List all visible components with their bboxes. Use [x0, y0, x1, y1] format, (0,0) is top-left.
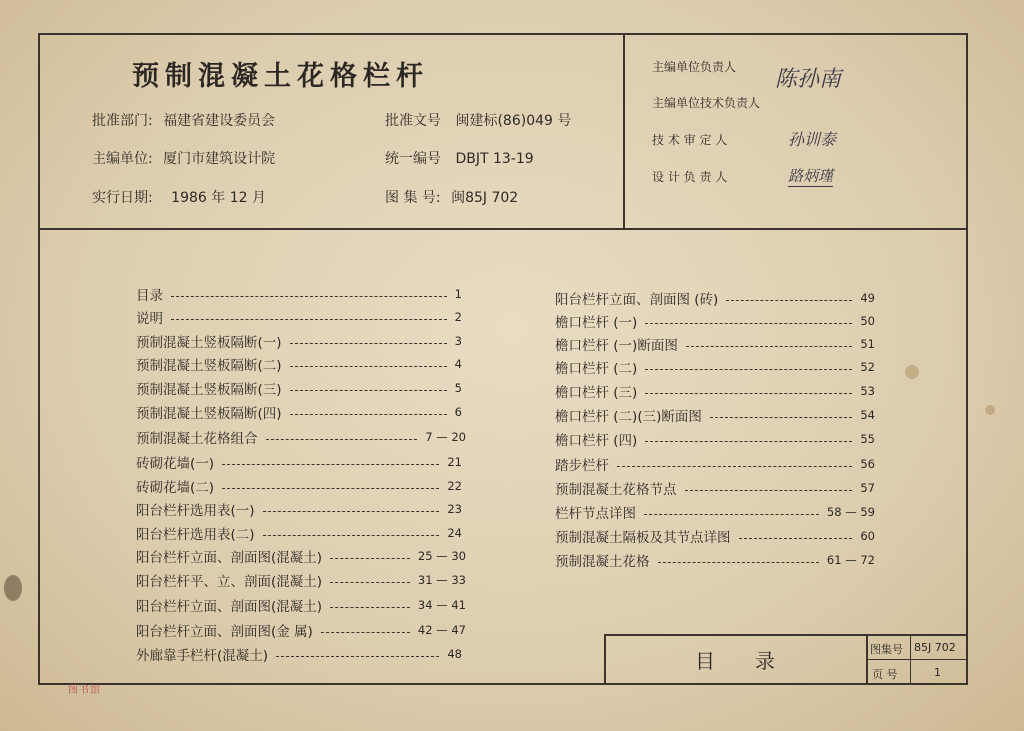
toc-entry-label: 预制混凝土隔板及其节点详图	[555, 530, 731, 546]
toc-entry-label: 檐口栏杆 (二)(三)断面图	[555, 409, 702, 425]
toc-entry-page: 25 — 30	[417, 549, 466, 563]
toc-entry-page: 1	[454, 287, 462, 301]
toc-entry-page: 42 — 47	[417, 623, 466, 637]
leader-line	[276, 656, 439, 657]
toc-entry	[136, 307, 462, 327]
leader-line	[266, 439, 418, 440]
title-block-atlas-value: 85J 702	[914, 641, 956, 654]
leader-line	[290, 390, 447, 391]
atlas-no-value: 闽85J 702	[451, 190, 519, 206]
leader-line	[222, 488, 439, 489]
toc-entry-label: 预制混凝土竖板隔断(一)	[136, 335, 282, 351]
leader-line	[645, 369, 852, 370]
toc-entry-page: 7 — 20	[425, 430, 466, 444]
leader-line	[290, 414, 447, 415]
toc-entry-page: 49	[860, 291, 875, 305]
toc-entry-label: 砖砌花墙(二)	[136, 480, 215, 496]
toc-entry	[555, 550, 875, 570]
title-block-name: 目录	[695, 649, 815, 673]
toc-entry	[136, 546, 466, 566]
toc-entry	[136, 570, 466, 590]
signature: 孙训泰	[788, 130, 837, 149]
title-block-divider	[866, 659, 968, 660]
leader-line	[710, 417, 853, 418]
responsible-label: 设 计 负 责 人	[652, 170, 728, 184]
unified-no-label: 统一编号	[385, 151, 441, 167]
toc-entry	[555, 429, 875, 449]
leader-line	[330, 607, 410, 608]
toc-entry-label: 外廊靠手栏杆(混凝土)	[136, 648, 269, 664]
toc-entry-page: 55	[860, 432, 875, 446]
approve-doc	[385, 110, 571, 130]
atlas-no	[385, 187, 518, 207]
editor-unit	[92, 148, 275, 168]
leader-line	[330, 558, 410, 559]
toc-entry-page: 3	[454, 334, 462, 348]
leader-line	[171, 296, 447, 297]
responsible-label: 主编单位负责人	[652, 60, 737, 74]
toc-entry	[555, 381, 875, 401]
toc-entry	[136, 644, 462, 664]
toc-entry-label: 檐口栏杆 (二)	[555, 361, 638, 377]
leader-line	[222, 464, 439, 465]
toc-entry	[555, 288, 875, 308]
leader-line	[171, 319, 447, 320]
toc-entry	[555, 334, 875, 354]
toc-entry-page: 56	[860, 457, 875, 471]
toc-entry-label: 踏步栏杆	[555, 458, 609, 474]
toc-entry	[136, 499, 462, 519]
toc-entry-page: 22	[447, 479, 462, 493]
toc-entry-page: 31 — 33	[417, 573, 466, 587]
toc-entry-label: 预制混凝土竖板隔断(四)	[136, 406, 282, 422]
toc-entry-label: 阳台栏杆平、立、剖面(混凝土)	[136, 574, 323, 590]
toc-entry-label: 预制混凝土花格组合	[136, 431, 258, 447]
unified-no-value: DBJT 13-19	[455, 151, 534, 167]
approve-dept-value: 福建省建设委员会	[163, 113, 276, 129]
leader-line	[290, 366, 447, 367]
toc-entry-page: 50	[860, 314, 875, 328]
stain	[4, 575, 22, 601]
toc-entry-label: 预制混凝土竖板隔断(二)	[136, 358, 282, 374]
leader-line	[263, 535, 440, 536]
toc-entry-label: 阳台栏杆选用表(一)	[136, 503, 255, 519]
toc-entry-label: 预制混凝土花格节点	[555, 482, 677, 498]
leader-line	[739, 538, 853, 539]
leader-line	[617, 466, 852, 467]
toc-entry	[555, 526, 875, 546]
toc-entry	[555, 311, 875, 331]
leader-line	[658, 562, 819, 563]
toc-entry-page: 2	[454, 310, 462, 324]
approve-dept-label: 批准部门:	[92, 113, 153, 129]
toc-entry-label: 阳台栏杆选用表(二)	[136, 527, 255, 543]
toc-entry-page: 58 — 59	[826, 505, 875, 519]
toc-entry	[136, 476, 462, 496]
responsible-label: 技 术 审 定 人	[652, 133, 728, 147]
leader-line	[644, 514, 819, 515]
toc-entry	[555, 357, 875, 377]
leader-line	[321, 632, 410, 633]
stain	[985, 405, 995, 415]
toc-entry-label: 檐口栏杆 (四)	[555, 433, 638, 449]
toc-entry-page: 54	[860, 408, 875, 422]
toc-entry	[136, 378, 462, 398]
leader-line	[686, 346, 853, 347]
toc-entry	[555, 454, 875, 474]
toc-entry-page: 24	[447, 526, 462, 540]
header-vertical-divider	[623, 33, 625, 229]
title-block-page-label: 页 号	[872, 668, 898, 681]
toc-entry-label: 阳台栏杆立面、剖面图 (砖)	[555, 292, 719, 308]
toc-entry	[136, 402, 462, 422]
toc-entry-label: 砖砌花墙(一)	[136, 456, 215, 472]
responsible-label: 主编单位技术负责人	[652, 96, 761, 110]
leader-line	[263, 511, 440, 512]
toc-entry-label: 阳台栏杆立面、剖面图(混凝土)	[136, 599, 323, 615]
leader-line	[645, 393, 852, 394]
toc-entry-label: 目录	[136, 288, 163, 304]
toc-entry-page: 57	[860, 481, 875, 495]
toc-entry-label: 檐口栏杆 (一)断面图	[555, 338, 678, 354]
toc-entry-page: 4	[454, 357, 462, 371]
toc-entry-page: 23	[447, 502, 462, 516]
toc-entry-page: 52	[860, 360, 875, 374]
toc-entry-page: 60	[860, 529, 875, 543]
toc-entry-label: 阳台栏杆立面、剖面图(混凝土)	[136, 550, 323, 566]
toc-entry-page: 5	[454, 381, 462, 395]
toc-entry	[136, 354, 462, 374]
toc-entry	[555, 405, 875, 425]
header-divider	[38, 228, 968, 230]
effective-date-label: 实行日期:	[92, 190, 153, 206]
document-title: 预制混凝土花格栏杆	[132, 61, 429, 92]
atlas-no-label: 图 集 号:	[385, 190, 441, 206]
toc-entry-label: 预制混凝土花格	[555, 554, 650, 570]
toc-entry-page: 53	[860, 384, 875, 398]
toc-entry-label: 栏杆节点详图	[555, 506, 636, 522]
toc-entry	[555, 478, 875, 498]
toc-entry	[136, 523, 462, 543]
signature: 陈孙南	[775, 67, 842, 92]
toc-entry	[136, 331, 462, 351]
toc-entry-page: 48	[447, 647, 462, 661]
toc-entry	[136, 595, 466, 615]
toc-entry	[136, 284, 462, 304]
effective-date-value: 1986 年 12 月	[171, 190, 266, 206]
library-stamp: 图书馆	[68, 685, 101, 696]
toc-entry	[136, 620, 466, 640]
toc-entry-label: 阳台栏杆立面、剖面图(金 属)	[136, 624, 313, 640]
toc-entry-page: 51	[860, 337, 875, 351]
toc-entry-page: 6	[454, 405, 462, 419]
signature: 路炳瑾	[788, 167, 834, 185]
approve-doc-label: 批准文号	[385, 113, 441, 129]
editor-unit-label: 主编单位:	[92, 151, 153, 167]
leader-line	[726, 300, 852, 301]
toc-entry-label: 预制混凝土竖板隔断(三)	[136, 382, 282, 398]
title-block-atlas-label: 图集号	[870, 643, 903, 656]
toc-entry	[136, 452, 462, 472]
leader-line	[330, 582, 410, 583]
leader-line	[645, 441, 852, 442]
toc-entry-label: 檐口栏杆 (三)	[555, 385, 638, 401]
toc-entry-label: 说明	[136, 311, 163, 327]
effective-date	[92, 187, 266, 207]
unified-no	[385, 148, 534, 168]
approve-dept	[92, 110, 275, 130]
toc-entry	[555, 502, 875, 522]
toc-entry-page: 61 — 72	[826, 553, 875, 567]
leader-line	[645, 323, 852, 324]
editor-unit-value: 厦门市建筑设计院	[163, 151, 276, 167]
toc-entry	[136, 427, 466, 447]
leader-line	[685, 490, 853, 491]
approve-doc-value: 闽建标(86)049 号	[455, 113, 572, 129]
leader-line	[290, 343, 447, 344]
toc-entry-page: 34 — 41	[417, 598, 466, 612]
toc-entry-label: 檐口栏杆 (一)	[555, 315, 638, 331]
toc-entry-page: 21	[447, 455, 462, 469]
title-block-page-value: 1	[934, 666, 941, 679]
